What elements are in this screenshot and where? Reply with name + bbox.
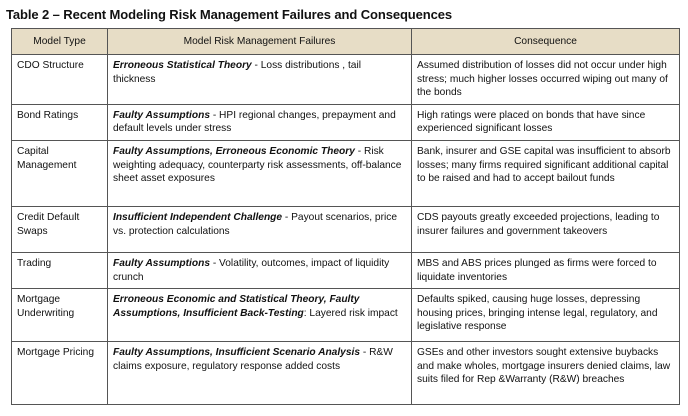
failure-cell	[108, 342, 412, 405]
failure-detail: - Payout scenarios, price vs. protection calculations	[113, 211, 398, 237]
failure-detail: - R&W claims exposure, regulatory response added costs	[113, 347, 393, 372]
failure-detail: - Volatility, outcomes, impact of liquidity crunch	[113, 257, 390, 283]
failure-detail: - Risk weighting adequacy, counterparty risk assessments, off-balance sheet asset exposures	[113, 145, 402, 185]
consequence-cell: CDS payouts greatly exceeded projections, leading to insurer failures and government takeovers	[412, 206, 680, 252]
table-row	[12, 289, 680, 342]
model-type-cell: Credit Default Swaps	[12, 206, 108, 252]
failure-cell	[108, 55, 412, 105]
table-row	[12, 55, 680, 105]
failure-lead: Erroneous Statistical Theory	[113, 60, 252, 71]
consequence-cell: MBS and ABS prices plunged as firms were forced to liquidate inventories	[412, 252, 680, 288]
table-row	[12, 252, 680, 288]
failure-lead: Faulty Assumptions, Erroneous Economic Theory	[113, 145, 355, 157]
failure-cell	[108, 140, 412, 206]
header-failures: Model Risk Management Failures	[108, 29, 412, 55]
failure-detail: - Loss distributions , tail thickness	[113, 60, 361, 85]
consequence-cell: Assumed distribution of losses did not occur under high stress; much higher losses occurred wiping out many of the bonds	[412, 55, 680, 105]
table-caption: Table 2 – Recent Modeling Risk Management Failures and Consequences	[6, 7, 453, 22]
model-type-cell: Mortgage Underwriting	[12, 289, 108, 342]
model-type-cell: Trading	[12, 252, 108, 288]
failure-lead: Insufficient Independent Challenge	[113, 211, 283, 223]
failure-lead: Faulty Assumptions	[113, 109, 210, 121]
model-type-cell: Bond Ratings	[12, 104, 108, 140]
failure-lead: Erroneous Economic and Statistical Theory, Faulty Assumptions, Insufficient Back-Testing	[113, 294, 360, 319]
consequence-cell: Defaults spiked, causing huge losses, depressing housing prices, bringing intense legal, regulatory, and legislative response	[412, 289, 680, 342]
model-type-cell: CDO Structure	[12, 55, 108, 105]
consequence-cell: High ratings were placed on bonds that have since experienced significant losses	[412, 104, 680, 140]
failure-cell	[108, 206, 412, 252]
table-header-row	[12, 29, 680, 55]
failure-cell	[108, 104, 412, 140]
table-row	[12, 206, 680, 252]
failure-detail: - HPI regional changes, prepayment and default levels under stress	[113, 109, 396, 135]
model-type-cell: Mortgage Pricing	[12, 342, 108, 405]
table-row	[12, 140, 680, 206]
header-consequence: Consequence	[412, 29, 680, 55]
failure-cell	[108, 289, 412, 342]
failure-detail: : Layered risk impact	[303, 307, 398, 319]
failure-lead: Faulty Assumptions, Insufficient Scenario Analysis	[113, 347, 361, 359]
model-type-cell: Capital Management	[12, 140, 108, 206]
failure-cell	[108, 252, 412, 288]
table-row	[12, 342, 680, 405]
consequence-cell: Bank, insurer and GSE capital was insufficient to absorb losses; many firms required significant additional capital to be raised and had to accept bailout funds	[412, 140, 680, 206]
table-row	[12, 104, 680, 140]
consequence-cell: GSEs and other investors sought extensive buybacks and make wholes, mortgage insurers denied claims, law suits filed for Rep &Warranty (R&W) breaches	[412, 342, 680, 405]
failure-lead: Faulty Assumptions	[113, 257, 210, 269]
header-model-type: Model Type	[12, 29, 108, 55]
failures-table	[11, 28, 680, 405]
